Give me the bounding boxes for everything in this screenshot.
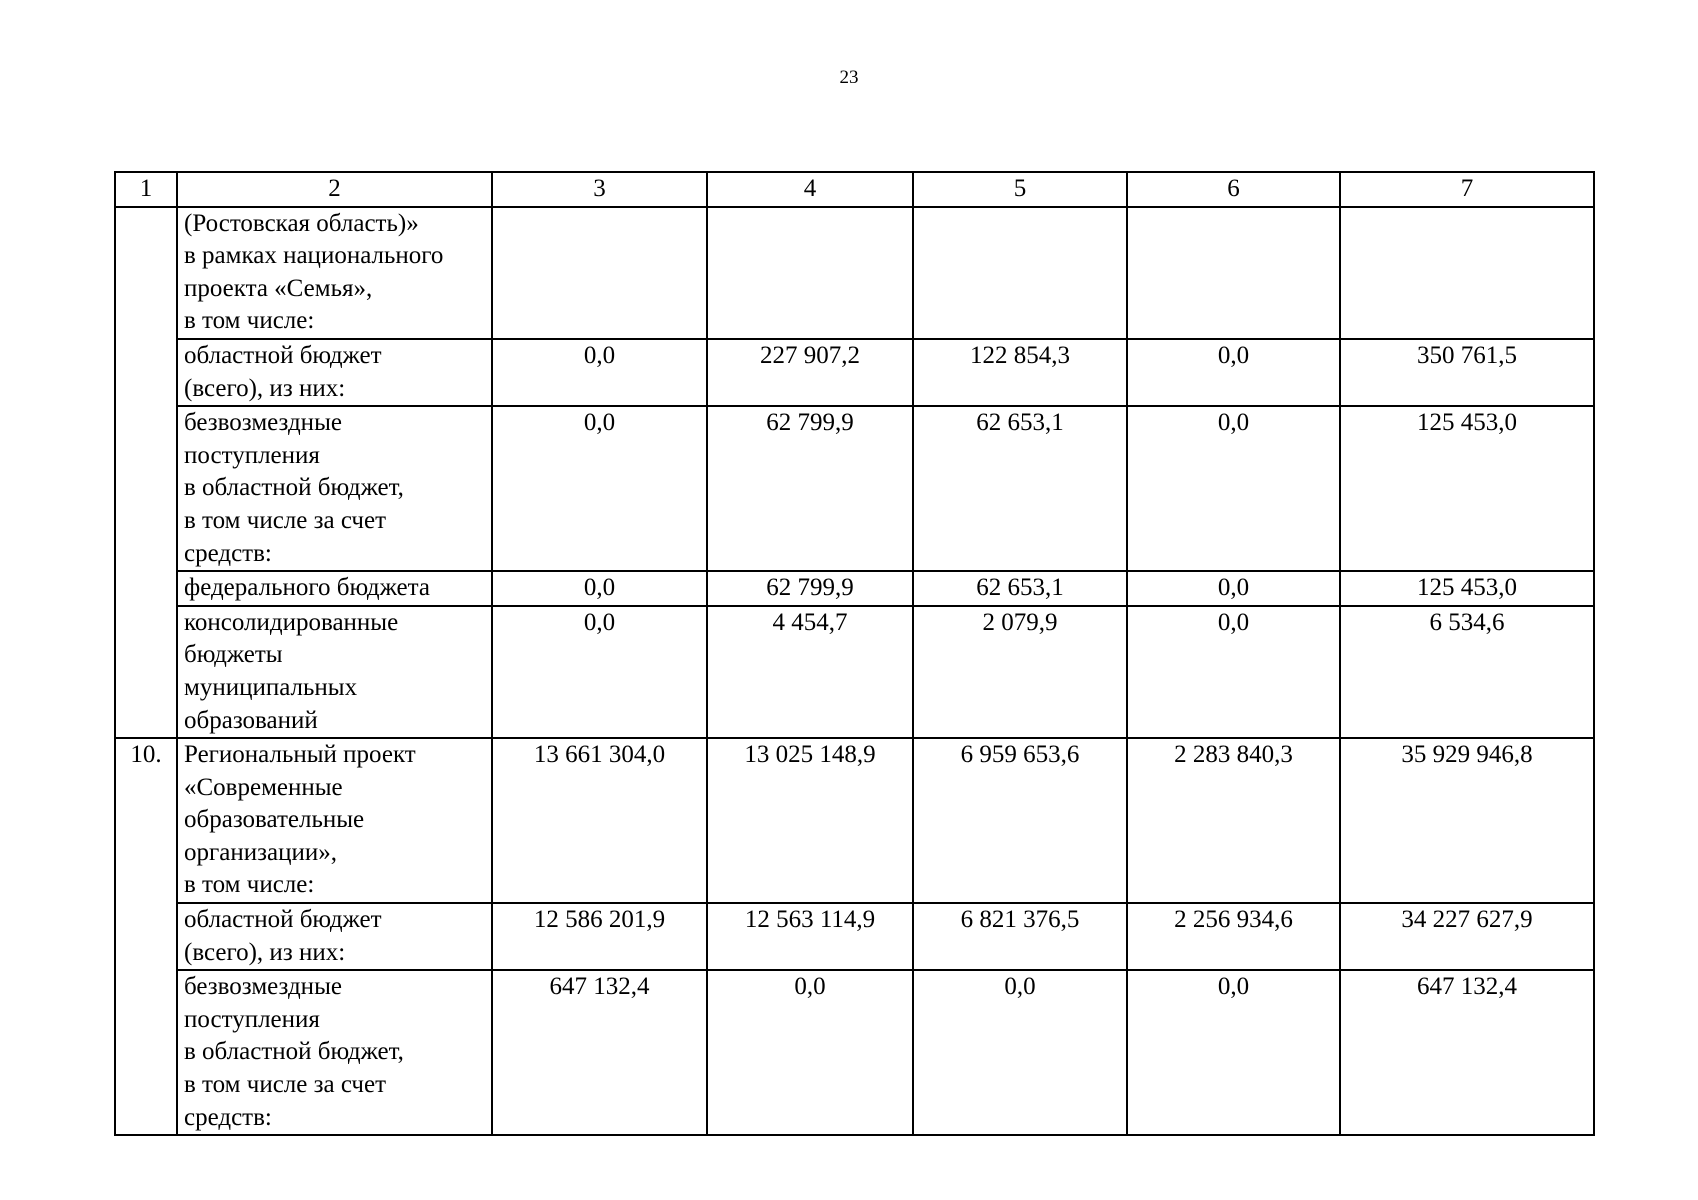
- table-row: [115, 970, 1594, 1135]
- value-cell: 0,0: [707, 970, 913, 1135]
- value-cell: [492, 207, 707, 339]
- page-number: 23: [839, 67, 859, 88]
- value-cell: 12 563 114,9: [707, 903, 913, 970]
- row-label-line: проекта «Семья»,: [184, 274, 373, 302]
- table-row: [115, 903, 1594, 970]
- value-cell: 2 079,9: [913, 606, 1127, 738]
- row-label-line: «Современные: [184, 773, 343, 801]
- column-header: 2: [177, 172, 492, 207]
- row-label-cell: [177, 738, 492, 903]
- row-label-line: в том числе за счет: [184, 1071, 387, 1099]
- table-row: [115, 606, 1594, 738]
- value-cell: 6 959 653,6: [913, 738, 1127, 903]
- row-label-cell: [177, 207, 492, 339]
- value-cell: 2 256 934,6: [1127, 903, 1340, 970]
- value-cell: 0,0: [1127, 970, 1340, 1135]
- row-label-line: (всего), из них:: [184, 374, 346, 402]
- row-label-line: (всего), из них:: [184, 938, 346, 966]
- row-label-line: поступления: [184, 1005, 320, 1033]
- row-label-cell: [177, 606, 492, 738]
- row-label-line: средств:: [184, 539, 272, 567]
- value-cell: 12 586 201,9: [492, 903, 707, 970]
- row-label-line: бюджеты: [184, 641, 283, 669]
- value-cell: 125 453,0: [1340, 571, 1594, 606]
- value-cell: 2 283 840,3: [1127, 738, 1340, 903]
- row-label-cell: [177, 571, 492, 606]
- row-label-line: в рамках национального: [184, 242, 444, 270]
- row-label-line: Региональный проект: [184, 741, 416, 769]
- column-number-row: [115, 172, 1594, 207]
- row-label-line: в том числе:: [184, 307, 315, 335]
- value-cell: 0,0: [492, 571, 707, 606]
- value-cell: 6 534,6: [1340, 606, 1594, 738]
- value-cell: 647 132,4: [492, 970, 707, 1135]
- row-label-line: средств:: [184, 1103, 272, 1131]
- value-cell: 122 854,3: [913, 339, 1127, 406]
- value-cell: 4 454,7: [707, 606, 913, 738]
- value-cell: 0,0: [1127, 339, 1340, 406]
- row-label-line: организации»,: [184, 838, 337, 866]
- value-cell: 0,0: [492, 406, 707, 571]
- row-label-line: областной бюджет: [184, 341, 382, 369]
- value-cell: [707, 207, 913, 339]
- value-cell: 0,0: [492, 606, 707, 738]
- row-label-line: консолидированные: [184, 608, 399, 636]
- value-cell: 0,0: [1127, 606, 1340, 738]
- row-label-line: образований: [184, 706, 318, 734]
- row-label-cell: [177, 903, 492, 970]
- table-row: [115, 406, 1594, 571]
- value-cell: 647 132,4: [1340, 970, 1594, 1135]
- value-cell: [1340, 207, 1594, 339]
- row-index-cell: [115, 207, 177, 739]
- value-cell: 62 799,9: [707, 406, 913, 571]
- row-label-line: (Ростовская область)»: [184, 209, 419, 237]
- value-cell: 0,0: [1127, 406, 1340, 571]
- value-cell: 13 661 304,0: [492, 738, 707, 903]
- row-label-line: муниципальных: [184, 673, 358, 701]
- value-cell: 13 025 148,9: [707, 738, 913, 903]
- value-cell: [913, 207, 1127, 339]
- column-header: 3: [492, 172, 707, 207]
- value-cell: [1127, 207, 1340, 339]
- table-body: [115, 172, 1594, 1135]
- row-label-line: федерального бюджета: [184, 574, 430, 602]
- value-cell: 6 821 376,5: [913, 903, 1127, 970]
- value-cell: 227 907,2: [707, 339, 913, 406]
- value-cell: 62 653,1: [913, 571, 1127, 606]
- table-row: [115, 571, 1594, 606]
- row-label-line: в областной бюджет,: [184, 474, 404, 502]
- row-label-cell: [177, 339, 492, 406]
- row-label-line: в том числе за счет: [184, 506, 387, 534]
- table-row: [115, 339, 1594, 406]
- row-index-cell: 10.: [115, 738, 177, 1135]
- column-header: 1: [115, 172, 177, 207]
- row-label-line: в том числе:: [184, 871, 315, 899]
- row-label-line: образовательные: [184, 806, 365, 834]
- column-header: 4: [707, 172, 913, 207]
- column-header: 7: [1340, 172, 1594, 207]
- value-cell: 0,0: [492, 339, 707, 406]
- value-cell: 125 453,0: [1340, 406, 1594, 571]
- row-label-line: безвозмездные: [184, 973, 342, 1001]
- value-cell: 62 653,1: [913, 406, 1127, 571]
- row-label-line: поступления: [184, 441, 320, 469]
- row-label-cell: [177, 970, 492, 1135]
- value-cell: 0,0: [1127, 571, 1340, 606]
- column-header: 6: [1127, 172, 1340, 207]
- budget-table: [114, 171, 1595, 1136]
- value-cell: 62 799,9: [707, 571, 913, 606]
- table-row: [115, 738, 1594, 903]
- column-header: 5: [913, 172, 1127, 207]
- row-label-line: областной бюджет: [184, 906, 382, 934]
- value-cell: 35 929 946,8: [1340, 738, 1594, 903]
- value-cell: 0,0: [913, 970, 1127, 1135]
- value-cell: 350 761,5: [1340, 339, 1594, 406]
- value-cell: 34 227 627,9: [1340, 903, 1594, 970]
- row-label-line: в областной бюджет,: [184, 1038, 404, 1066]
- row-label-cell: [177, 406, 492, 571]
- table-row: [115, 207, 1594, 339]
- row-label-line: безвозмездные: [184, 409, 342, 437]
